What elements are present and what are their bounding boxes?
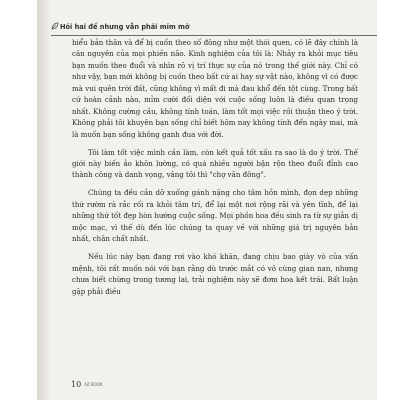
running-title: Hỏi hai để nhưng vẫn phải mỉm mở bbox=[60, 23, 190, 31]
paragraph: Nếu lúc này bạn đang rơi vào khó khăn, đang chịu bao giày vò của vấn mệnh, tôi rất muốn nói với bạn rằng dù trước mắt có vô cùng gian nan, nhưng chưa biết chừng trong tương lai, trải nghiệm này sẽ đơm hoa kết trái. Bất luận gặp phải điều bbox=[72, 252, 358, 296]
publisher-mark: AZ BOOK bbox=[84, 382, 103, 387]
page-number: 10 bbox=[71, 380, 82, 389]
leaf-icon bbox=[51, 21, 60, 33]
page-gutter-shadow bbox=[37, 0, 51, 400]
body-text bbox=[72, 37, 358, 297]
paragraph: Chúng ta đều cần dỡ xuống gánh nặng cho tâm hồn mình, đọn dẹp những thứ rườm rà rắc rối ra khỏi tâm trí, để lại một nơi rộng rãi và yên tĩnh, để lại những thứ tốt đẹp hòn hướng cuộc sống. Mọi phồn hoa đều sinh ra từ sự giản dị mộc mạc, vì thế dù đến lúc chúng ta quay về với những giá trị nguyên bản nhất, chân chất nhất. bbox=[72, 188, 358, 244]
paragraph: hiểu bản thân và để bị cuốn theo số đông như một thói quen, có lẽ đây chính là căn nguyên của mọi phiền não. Kinh nghiệm của tôi là: Nhảy ra khỏi mục tiêu bạn muốn theo đuổi và nhìn rõ vị trí thực sự của nó trong thế giới này. Chỉ có như vậy, bạn mới không bị cuốn theo bất cứ ai hay sự vật nào, không vì có được mà vui quên trời đất, cũng không vì mất đi mà đau khổ đến tột cùng. Trong bất cứ hoàn cảnh nào, mỉm cười đối diện với cuộc sống luôn là điều quan trọng nhất. Không cường cầu, không tính toán, làm tốt mọi việc rồi thuận theo ý trời. Không phải tôi khuyên bạn sống chỉ biết hôm nay không tính đến ngày mai, mà là muốn bạn sống không ganh đua với đời. bbox=[72, 38, 358, 139]
paragraph: Tôi làm tốt việc mình cần làm, còn kết quả tốt xấu ra sao là do ý trời. Thế giới này biến ảo khôn lường, có quá nhiều người bận rộn theo đuổi đỉnh cao thành công và danh vọng, vâng tôi thì "chợ vãn đông". bbox=[72, 147, 358, 180]
header-rule bbox=[51, 35, 377, 36]
running-header bbox=[51, 21, 371, 33]
page-footer bbox=[71, 380, 103, 390]
